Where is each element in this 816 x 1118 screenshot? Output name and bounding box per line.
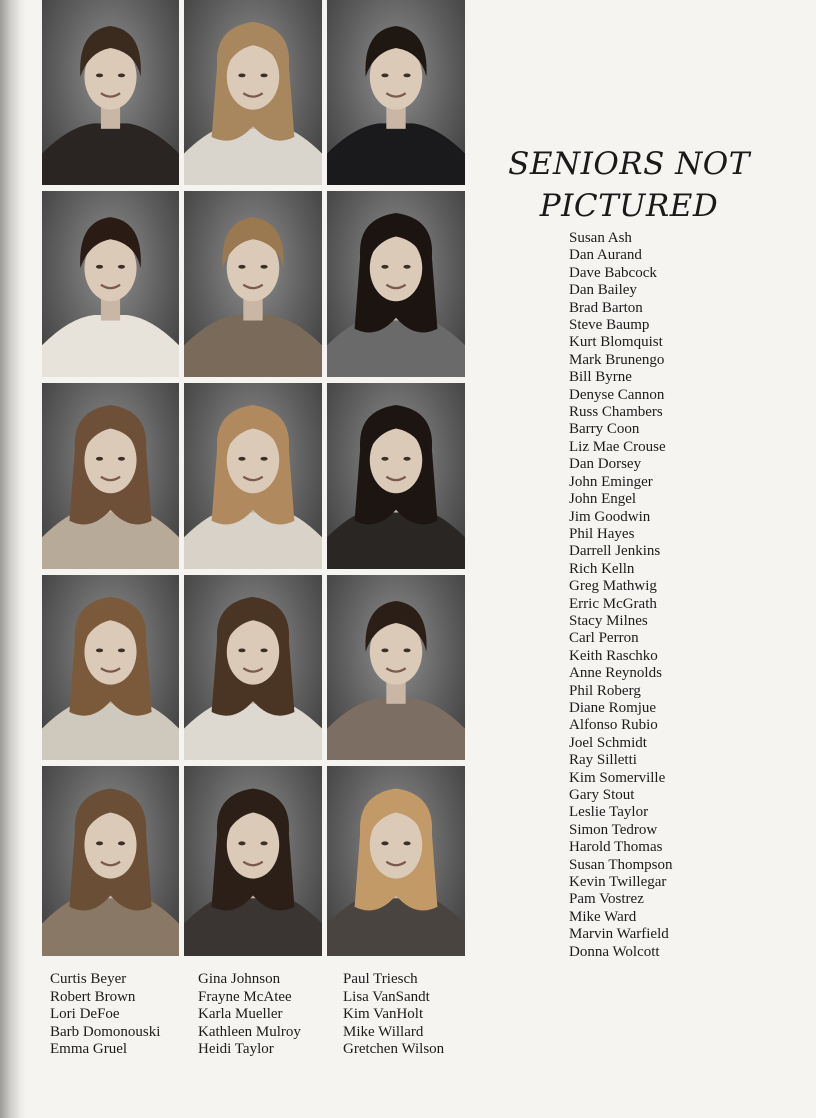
page-title-line-1: SENIORS NOT — [508, 146, 750, 182]
not-pictured-name: Phil Hayes — [569, 525, 635, 542]
caption-name: Heidi Taylor — [198, 1041, 274, 1058]
caption-name: Mike Willard — [343, 1023, 424, 1040]
not-pictured-name: Susan Ash — [569, 230, 632, 246]
not-pictured-name: Marvin Warfield — [569, 926, 669, 943]
not-pictured-name: Dave Babcock — [569, 264, 657, 281]
senior-portrait — [327, 383, 465, 569]
caption-name: Lori DeFoe — [50, 1006, 120, 1023]
senior-portrait — [42, 191, 179, 377]
senior-portrait — [42, 575, 179, 760]
not-pictured-name: Steve Baump — [569, 317, 650, 334]
senior-portrait — [184, 766, 322, 956]
not-pictured-name: Liz Mae Crouse — [569, 438, 666, 455]
page-title-line-2: PICTURED — [539, 188, 719, 224]
not-pictured-name: Darrell Jenkins — [569, 543, 661, 560]
caption-column-1 — [50, 971, 160, 1059]
caption-name: Frayne McAtee — [198, 988, 292, 1005]
not-pictured-name: Brad Barton — [569, 299, 643, 316]
not-pictured-name: Phil Roberg — [569, 682, 641, 699]
not-pictured-name: Dan Bailey — [569, 282, 637, 299]
caption-name: Curtis Beyer — [50, 971, 127, 987]
page-binding-shadow — [0, 0, 26, 1118]
not-pictured-name: Leslie Taylor — [569, 804, 649, 821]
not-pictured-name: Dan Aurand — [569, 247, 642, 264]
senior-portrait — [184, 575, 322, 760]
not-pictured-name: Pam Vostrez — [569, 891, 644, 908]
caption-name: Karla Mueller — [198, 1006, 283, 1023]
caption-column-3 — [343, 971, 444, 1059]
not-pictured-name: Bill Byrne — [569, 369, 632, 386]
not-pictured-name: Stacy Milnes — [569, 612, 648, 629]
not-pictured-name: Diane Romjue — [569, 699, 657, 716]
caption-name: Kim VanHolt — [343, 1006, 424, 1023]
not-pictured-name: Denyse Cannon — [569, 386, 665, 403]
not-pictured-name: Ray Silletti — [569, 752, 637, 769]
not-pictured-name: Donna Wolcott — [569, 943, 660, 960]
caption-name: Gina Johnson — [198, 971, 281, 987]
senior-portrait — [42, 383, 179, 569]
portrait-grid — [42, 0, 465, 956]
not-pictured-name: Keith Raschko — [569, 647, 658, 664]
senior-portrait — [184, 383, 322, 569]
not-pictured-name: Anne Reynolds — [569, 665, 662, 682]
caption-name: Emma Gruel — [50, 1041, 128, 1058]
not-pictured-name: Kurt Blomquist — [569, 334, 663, 351]
not-pictured-name: Greg Mathwig — [569, 578, 657, 595]
caption-name: Barb Domonouski — [50, 1023, 161, 1040]
senior-portrait — [327, 191, 465, 377]
not-pictured-name: Mike Ward — [569, 908, 637, 925]
caption-name: Paul Triesch — [343, 971, 418, 987]
not-pictured-name: Kim Somerville — [569, 769, 666, 786]
senior-portrait — [42, 0, 179, 185]
caption-column-2 — [198, 971, 301, 1059]
not-pictured-name: Simon Tedrow — [569, 821, 658, 838]
caption-name: Gretchen Wilson — [343, 1041, 445, 1058]
senior-portrait — [327, 575, 465, 760]
not-pictured-name: Carl Perron — [569, 630, 639, 647]
not-pictured-name: John Eminger — [569, 473, 653, 490]
not-pictured-name: John Engel — [569, 491, 637, 508]
page-title — [500, 143, 758, 227]
not-pictured-name: Dan Dorsey — [569, 456, 642, 473]
not-pictured-list — [569, 230, 672, 961]
senior-portrait — [184, 0, 322, 185]
senior-portrait — [327, 0, 465, 185]
not-pictured-name: Alfonso Rubio — [569, 717, 658, 734]
caption-name: Lisa VanSandt — [343, 988, 430, 1005]
not-pictured-name: Mark Brunengo — [569, 351, 665, 368]
senior-portrait — [327, 766, 465, 956]
not-pictured-name: Kevin Twillegar — [569, 874, 667, 891]
not-pictured-name: Gary Stout — [569, 787, 635, 803]
not-pictured-name: Jim Goodwin — [569, 508, 651, 525]
caption-name: Robert Brown — [50, 988, 136, 1005]
senior-portrait — [42, 766, 179, 956]
not-pictured-name: Susan Thompson — [569, 856, 673, 873]
not-pictured-name: Rich Kelln — [569, 560, 635, 577]
not-pictured-name: Joel Schmidt — [569, 734, 647, 751]
not-pictured-name: Barry Coon — [569, 421, 640, 438]
senior-portrait — [184, 191, 322, 377]
not-pictured-name: Russ Chambers — [569, 404, 663, 421]
not-pictured-name: Harold Thomas — [569, 839, 663, 856]
caption-name: Kathleen Mulroy — [198, 1023, 301, 1040]
not-pictured-name: Erric McGrath — [569, 595, 657, 612]
